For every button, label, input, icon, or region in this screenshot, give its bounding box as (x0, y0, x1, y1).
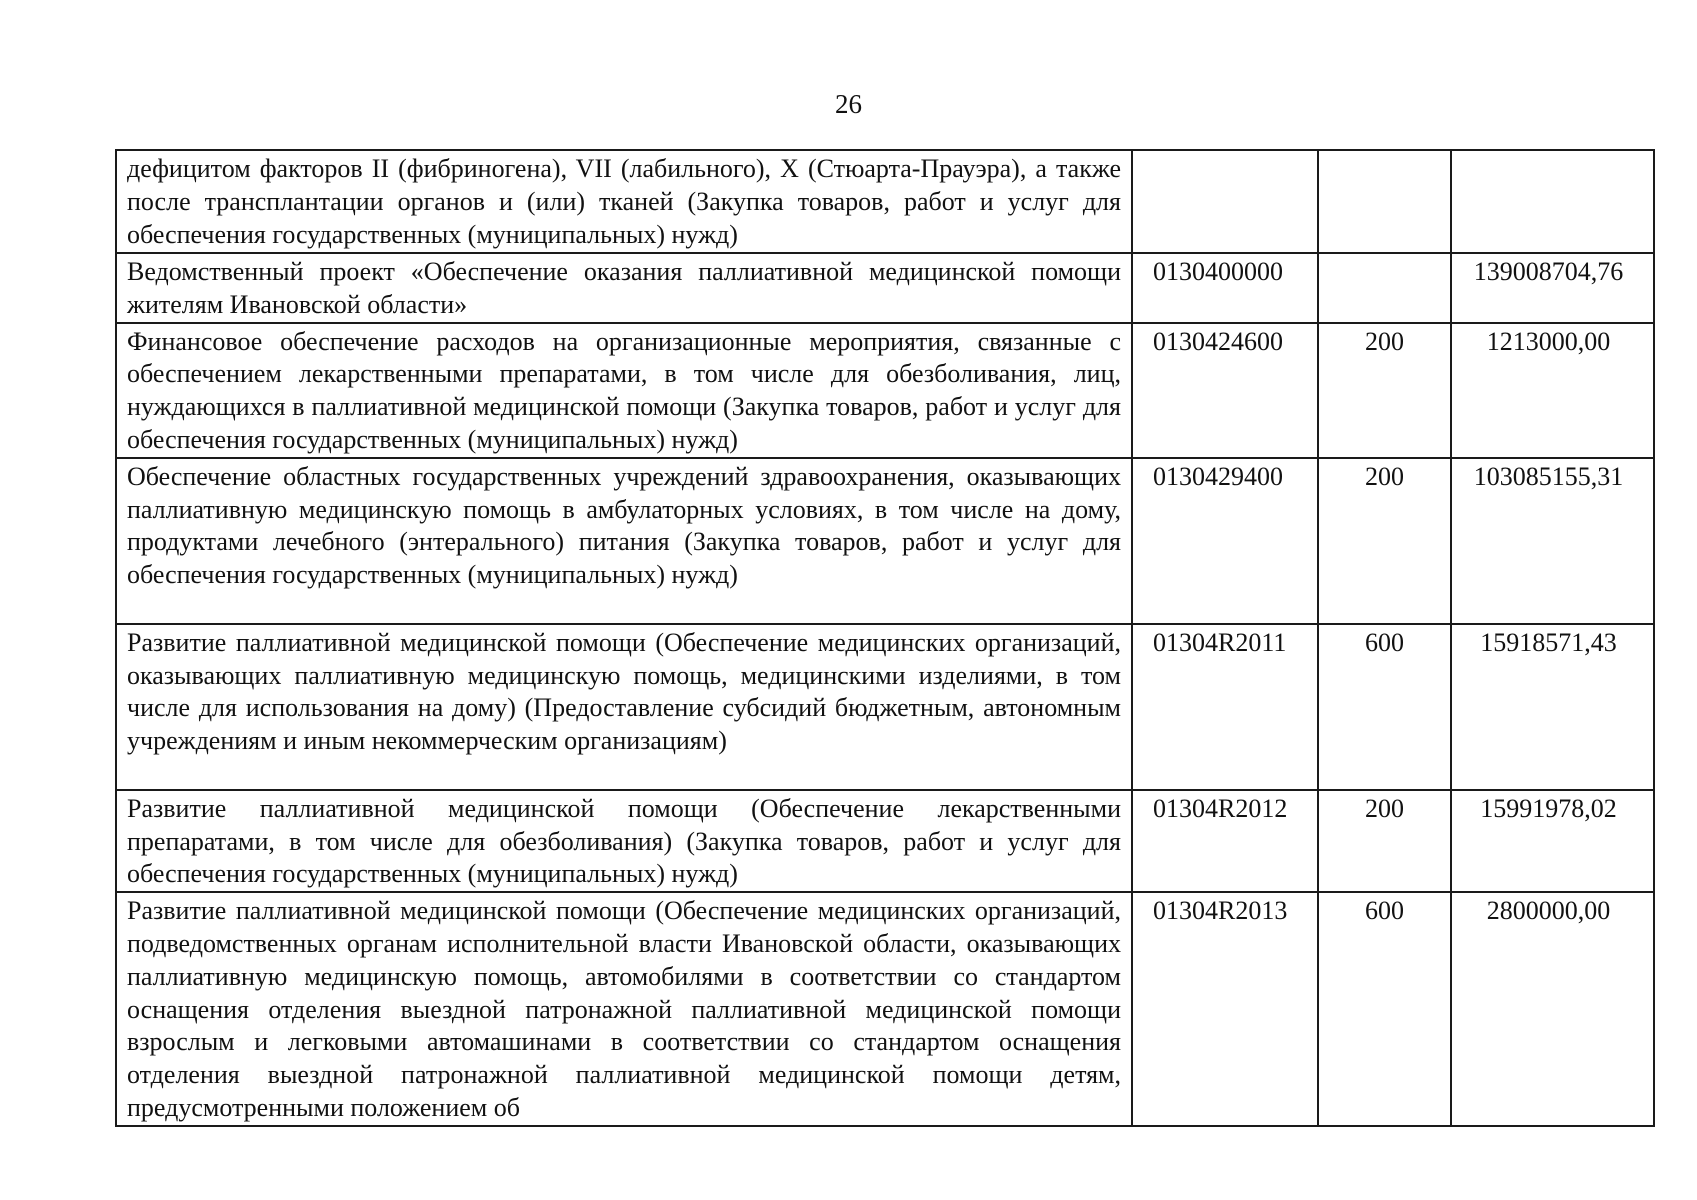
row-expense-type: 600 (1318, 624, 1451, 790)
row-description: Обеспечение областных государственных учреждений здравоохранения, оказывающих паллиативную медицинскую помощь в амбулаторных условиях, в том числе на дому, продуктами лечебного (энтерального) питания (Закупка товаров, работ и услуг для обеспечения государственных (муниципальных) нужд) (116, 458, 1132, 624)
row-expense-type: 200 (1318, 458, 1451, 624)
row-description: Ведомственный проект «Обеспечение оказания паллиативной медицинской помощи жителям Ивановской области» (116, 253, 1132, 323)
row-target-code: 0130400000 (1132, 253, 1318, 323)
table-row (116, 150, 1654, 253)
row-description: Развитие паллиативной медицинской помощи (Обеспечение лекарственными препаратами, в том числе для обезболивания) (Закупка товаров, работ и услуг для обеспечения государственных (муниципальных) нужд) (116, 790, 1132, 892)
row-amount: 2800000,00 (1451, 892, 1654, 1126)
row-description: Развитие паллиативной медицинской помощи (Обеспечение медицинских организаций, подведомственных органам исполнительной власти Ивановской области, оказывающих паллиативную медицинскую помощь, автомобилями в соответствии со стандартом оснащения отделения выездной патронажной паллиативной медицинской помощи взрослым и легковыми автомашинами в соответствии со стандартом оснащения отделения выездной патронажной паллиативной медицинской помощи детям, предусмотренными положением об (116, 892, 1132, 1126)
table-row (116, 892, 1654, 1126)
row-expense-type: 200 (1318, 323, 1451, 458)
row-amount: 139008704,76 (1451, 253, 1654, 323)
row-target-code: 01304R2013 (1132, 892, 1318, 1126)
budget-table (115, 149, 1655, 1127)
row-amount: 1213000,00 (1451, 323, 1654, 458)
table-row (116, 253, 1654, 323)
row-description: дефицитом факторов II (фибриногена), VII (лабильного), X (Стюарта-Прауэра), а также после трансплантации органов и (или) тканей (Закупка товаров, работ и услуг для обеспечения государственных (муниципальных) нужд) (116, 150, 1132, 253)
row-expense-type: 200 (1318, 790, 1451, 892)
row-description: Развитие паллиативной медицинской помощи (Обеспечение медицинских организаций, оказывающих паллиативную медицинскую помощь, медицинскими изделиями, в том числе для использования на дому) (Предоставление субсидий бюджетным, автономным учреждениям и иным некоммерческим организациям) (116, 624, 1132, 790)
row-expense-type: 600 (1318, 892, 1451, 1126)
row-amount: 103085155,31 (1451, 458, 1654, 624)
table-row (116, 624, 1654, 790)
row-description: Финансовое обеспечение расходов на организационные мероприятия, связанные с обеспечением лекарственными препаратами, в том числе для обезболивания, лиц, нуждающихся в паллиативной медицинской помощи (Закупка товаров, работ и услуг для обеспечения государственных (муниципальных) нужд) (116, 323, 1132, 458)
row-target-code: 0130424600 (1132, 323, 1318, 458)
row-amount: 15991978,02 (1451, 790, 1654, 892)
page-number: 26 (835, 89, 862, 119)
table-row (116, 323, 1654, 458)
row-target-code: 01304R2011 (1132, 624, 1318, 790)
row-expense-type (1318, 150, 1451, 253)
table-row (116, 790, 1654, 892)
row-target-code: 01304R2012 (1132, 790, 1318, 892)
row-target-code (1132, 150, 1318, 253)
row-target-code: 0130429400 (1132, 458, 1318, 624)
row-amount: 15918571,43 (1451, 624, 1654, 790)
row-expense-type (1318, 253, 1451, 323)
row-amount (1451, 150, 1654, 253)
table-row (116, 458, 1654, 624)
